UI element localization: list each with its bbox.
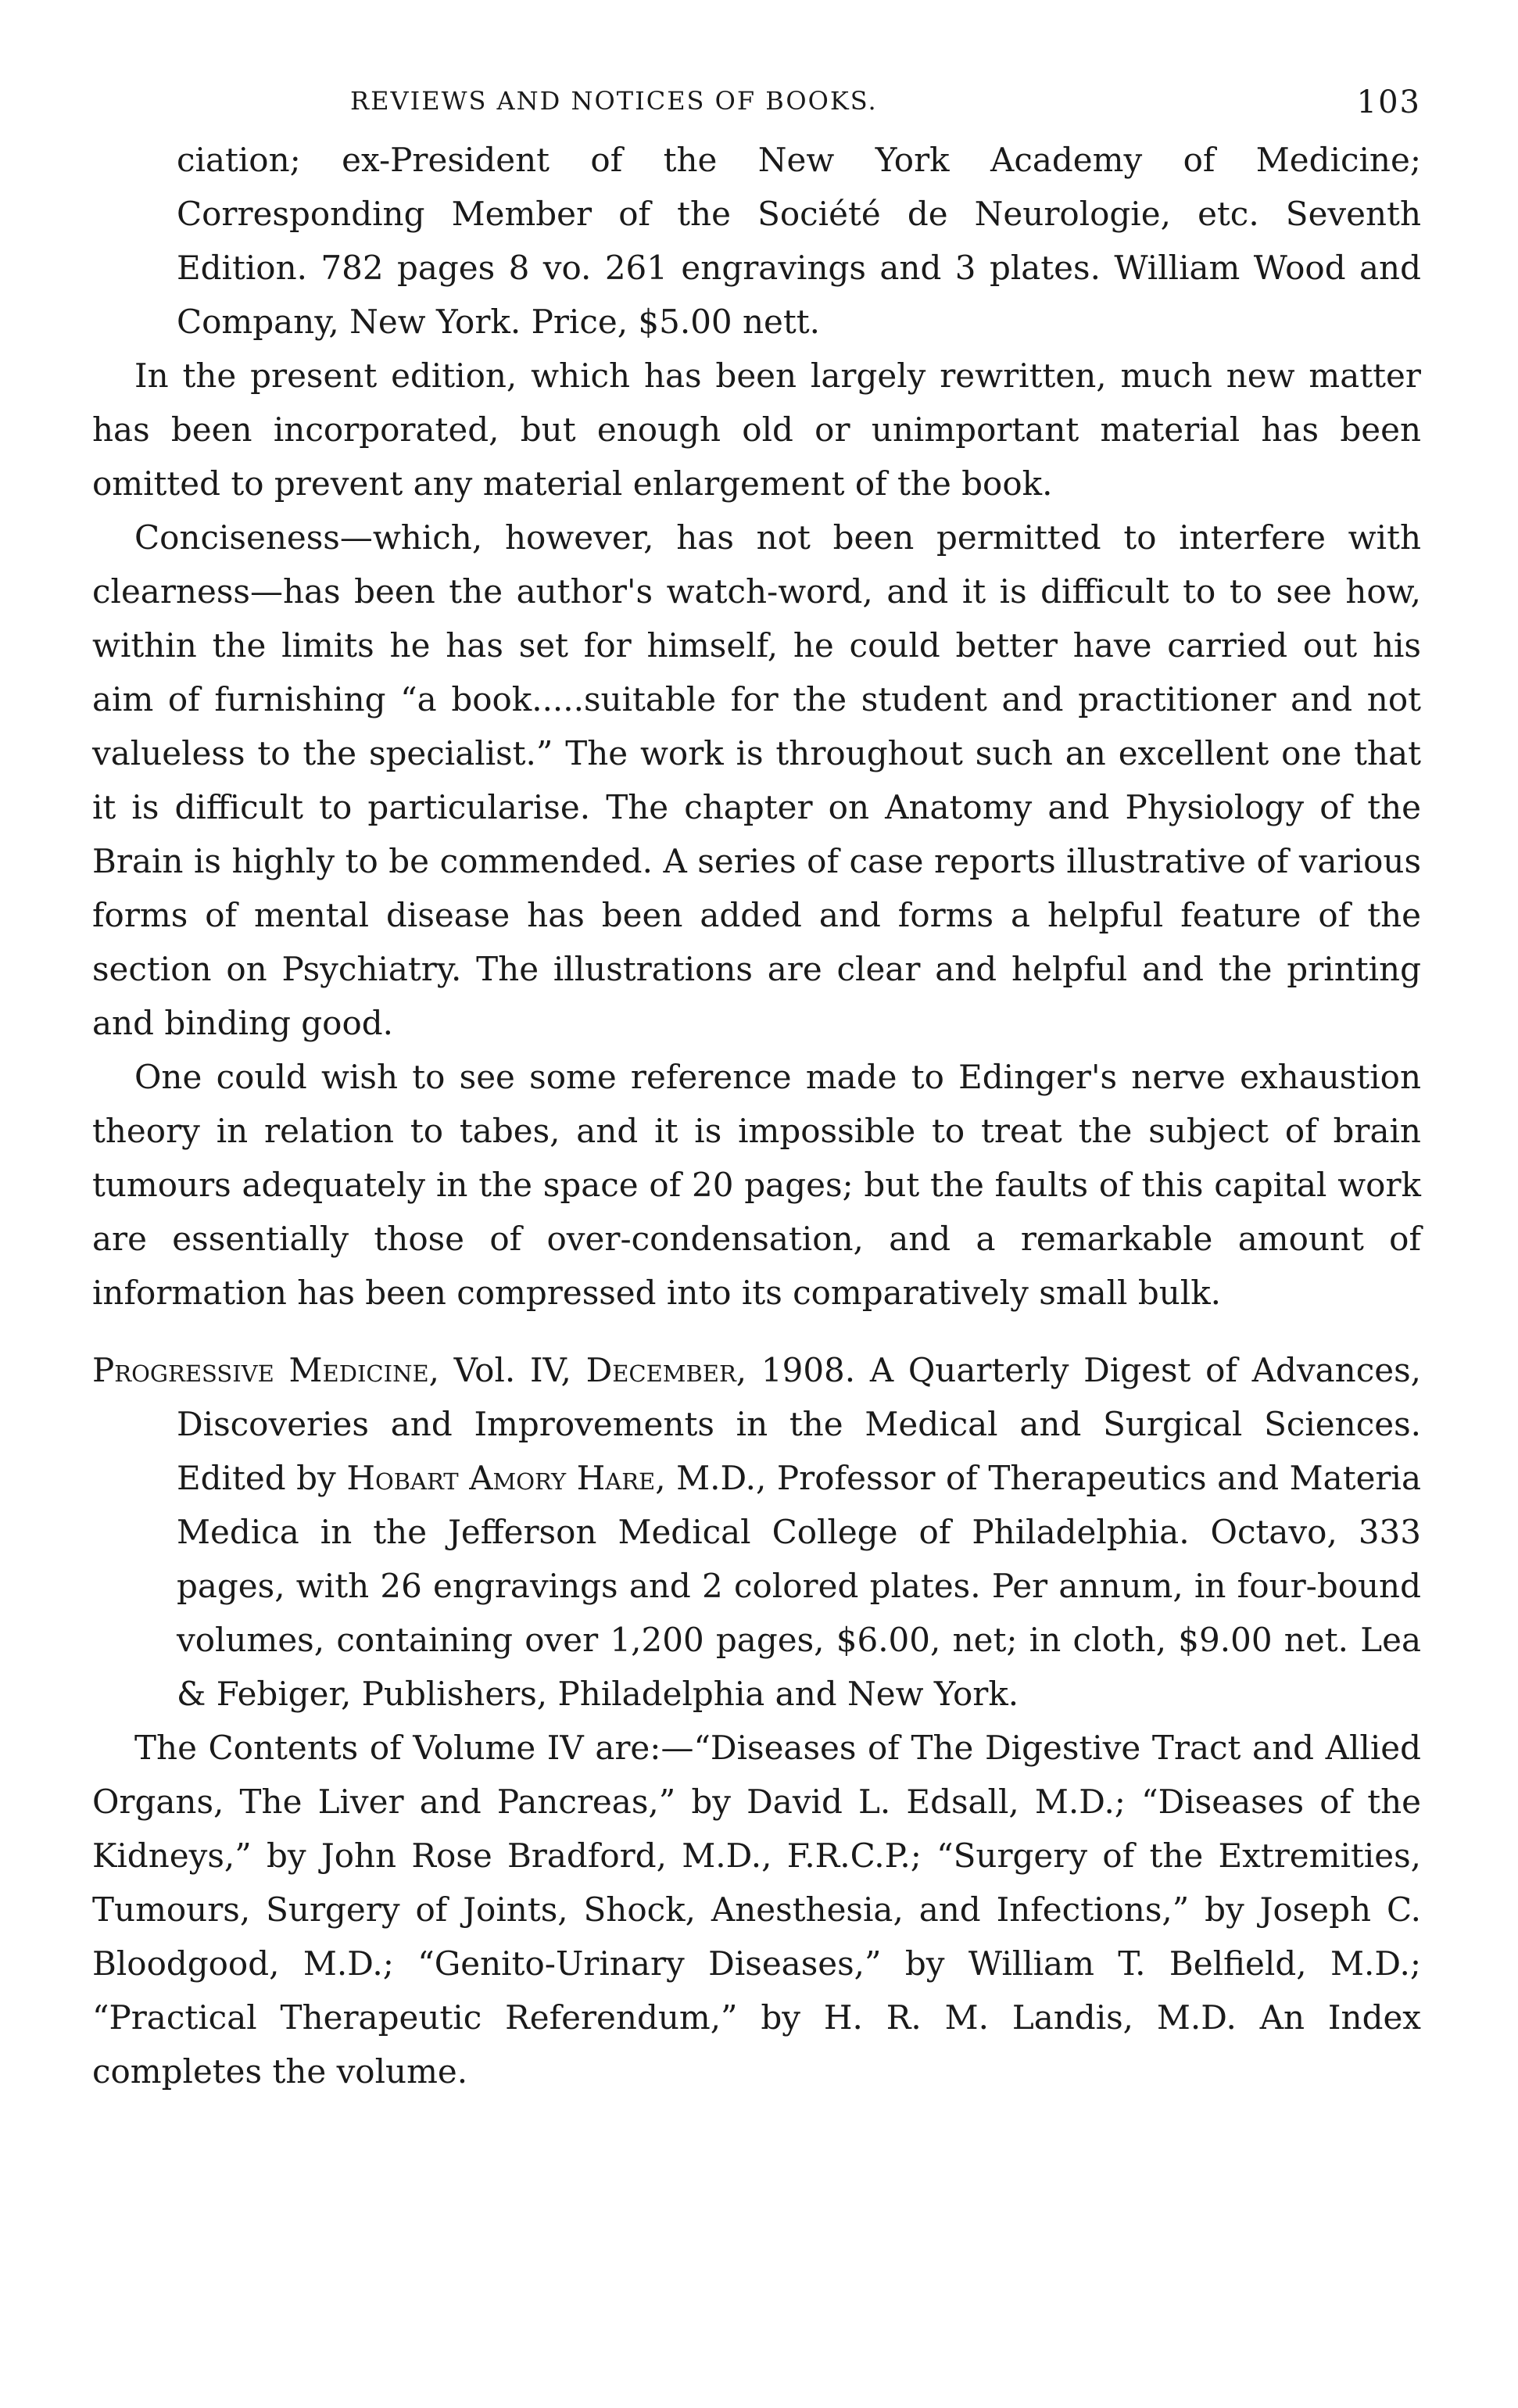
entry2-citation-a: 1908. A Quarterly Digest of Advances, Discoveries and Improvements in the Medical and Surgical Sciences. Edited by <box>177 1351 1422 1497</box>
entry2-volume: Vol. IV, <box>439 1351 586 1389</box>
entry2-date: December, <box>585 1351 747 1389</box>
entry1-paragraph-3: One could wish to see some reference made to Edinger's nerve exhaustion theory in relation to tabes, and it is impossible to treat the subject of brain tumours adequately in the space of 20 pages; but the faults of this capital work are essentially those of over-condensation, and a remarkable amount of information has been compressed into its comparatively small bulk. <box>92 1058 1421 1312</box>
page-number: 103 <box>1356 84 1421 120</box>
entry2-editor: Hobart Amory Hare, <box>346 1459 666 1497</box>
entry2-paragraph: The Contents of Volume IV are:—“Diseases of The Digestive Tract and Allied Organs, The Liver and Pancreas,” by David L. Edsall, M.D.; “Diseases of the Kidneys,” by John Rose Bradford, M.D., F.R.C.P.; “Surgery of the Extremities, Tumours, Surgery of Joints, Shock, Anesthesia, and Infections,” by Joseph C. Bloodgood, M.D.; “Genito-Urinary Diseases,” by William T. Belfield, M.D.; “Practical Therapeutic Referendum,” by H. R. M. Landis, M.D. An Index completes the volume. <box>92 1729 1421 2091</box>
entry1-paragraph-1: In the present edition, which has been largely rewritten, much new matter has been incorporated, but enough old or unimportant material has been omitted to prevent any material enlargement of the book. <box>92 357 1421 503</box>
running-head-title: REVIEWS AND NOTICES OF BOOKS. <box>350 86 878 116</box>
running-head <box>92 78 1421 133</box>
book-page <box>92 78 1421 2098</box>
entry1-citation-continuation: ciation; ex-President of the New York Academy of Medicine; Corresponding Member of the Société de Neurologie, etc. Seventh Edition. 782 pages 8 vo. 261 engravings and 3 plates. William Wood and Company, New York. Price, $5.00 nett. <box>177 141 1421 341</box>
entry2-title: Progressive Medicine, <box>92 1351 439 1389</box>
entry1-paragraph-2: Conciseness—which, however, has not been permitted to interfere with clearness—has been the author's watch-word, and it is difficult to to see how, within the limits he has set for himself, he could better have carried out his aim of furnishing “a book.....suitable for the student and practitioner and not valueless to the specialist.” The work is throughout such an excellent one that it is difficult to particularise. The chapter on Anatomy and Physiology of the Brain is highly to be commended. A series of case reports illustrative of various forms of mental disease has been added and forms a helpful feature of the section on Psychiatry. The illustrations are clear and helpful and the printing and binding good. <box>92 518 1421 1042</box>
entry2-citation-b: M.D., Professor of Therapeutics and Materia Medica in the Jefferson Medical College of Philadelphia. Octavo, 333 pages, with 26 engravings and 2 colored plates. Per annum, in four-bound volumes, containing over 1,200 pages, $6.00, net; in cloth, $9.00 net. Lea & Febiger, Publishers, Philadelphia and New York. <box>177 1459 1421 1713</box>
entry2-citation <box>92 1343 1421 1721</box>
